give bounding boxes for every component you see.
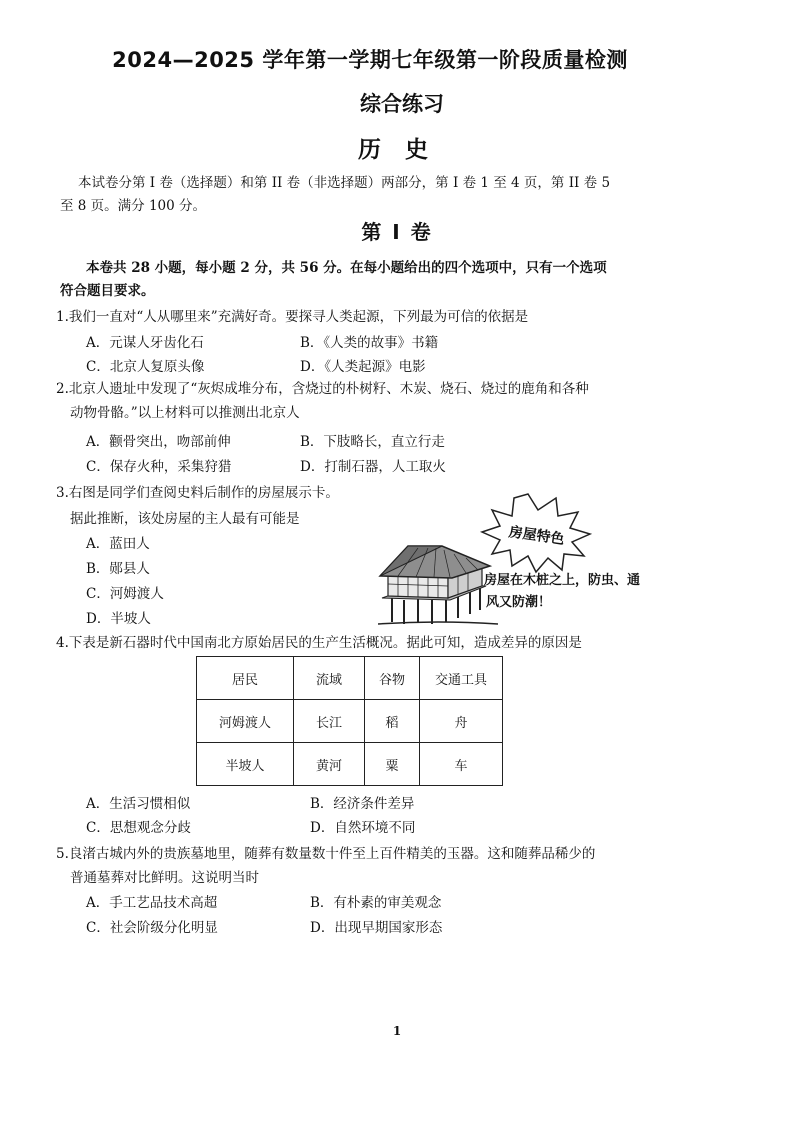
table-header-cell: 流域 bbox=[294, 657, 365, 700]
exam-title: 2024—2025 学年第一学期七年级第一阶段质量检测 bbox=[112, 48, 628, 72]
question-2-option-b[interactable]: B．下肢略长，直立行走 bbox=[300, 434, 445, 450]
question-1-option-a[interactable]: A．元谋人牙齿化石 bbox=[86, 335, 204, 351]
table-cell: 半坡人 bbox=[197, 743, 294, 786]
house-card-caption-line-2: 风又防潮！ bbox=[486, 595, 552, 610]
table-cell: 粟 bbox=[365, 743, 420, 786]
question-5-option-d[interactable]: D．出现早期国家形态 bbox=[310, 920, 443, 936]
question-4-option-a[interactable]: A．生活习惯相似 bbox=[86, 796, 191, 812]
table-cell: 稻 bbox=[365, 700, 420, 743]
question-3-option-d[interactable]: D．半坡人 bbox=[86, 611, 151, 627]
volume-title: 第 I 卷 bbox=[361, 220, 433, 244]
instructions-line-2: 符合题目要求。 bbox=[60, 283, 155, 299]
section-instructions bbox=[60, 257, 760, 303]
question-5-option-b[interactable]: B．有朴素的审美观念 bbox=[310, 895, 442, 911]
question-5-stem-line-1: 5.良渚古城内外的贵族墓地里，随葬有数量数十件至上百件精美的玉器。这和随葬品稀少的 bbox=[56, 846, 596, 862]
question-3-stem-line-1: 3.右图是同学们查阅史料后制作的房屋展示卡。 bbox=[56, 485, 339, 501]
question-1-option-d[interactable]: D．《人类起源》电影 bbox=[300, 359, 426, 375]
table-header-cell: 居民 bbox=[197, 657, 294, 700]
question-1-stem: 1.我们一直对“人从哪里来”充满好奇。要探寻人类起源，下列最为可信的依据是 bbox=[56, 309, 529, 325]
question-1-option-c[interactable]: C．北京人复原头像 bbox=[86, 359, 205, 375]
subject-title: 历 史 bbox=[357, 137, 436, 163]
question-2-option-c[interactable]: C．保存火种，采集狩猎 bbox=[86, 459, 232, 475]
table-header-row bbox=[197, 657, 503, 700]
table-cell: 河姆渡人 bbox=[197, 700, 294, 743]
question-3-stem-line-2: 据此推断，该处房屋的主人最有可能是 bbox=[70, 511, 300, 527]
intro-line-1: 本试卷分第 I 卷（选择题）和第 II 卷（非选择题）两部分，第 I 卷 1 至 4 页，第 II 卷 5 bbox=[78, 175, 611, 191]
house-card-badge: 房屋特色 bbox=[507, 524, 566, 548]
house-icon bbox=[378, 546, 498, 624]
question-4-option-c[interactable]: C．思想观念分歧 bbox=[86, 820, 191, 836]
question-1-option-b[interactable]: B．《人类的故事》书籍 bbox=[300, 335, 439, 351]
question-5-option-a[interactable]: A．手工艺品技术高超 bbox=[86, 895, 218, 911]
question-2-stem-line-2: 动物骨骼。”以上材料可以推测出北京人 bbox=[70, 405, 300, 421]
instructions-line-1: 本卷共 28 小题，每小题 2 分，共 56 分。在每小题给出的四个选项中，只有一个选项 bbox=[86, 260, 607, 276]
question-5-option-c[interactable]: C．社会阶级分化明显 bbox=[86, 920, 218, 936]
exam-subtitle: 综合练习 bbox=[360, 92, 444, 116]
question-3-option-c[interactable]: C．河姆渡人 bbox=[86, 586, 164, 602]
table-row bbox=[197, 743, 503, 786]
exam-intro bbox=[60, 172, 760, 218]
table-cell: 车 bbox=[420, 743, 503, 786]
table-header-cell: 交通工具 bbox=[420, 657, 503, 700]
question-4-option-b[interactable]: B．经济条件差异 bbox=[310, 796, 415, 812]
table-cell: 长江 bbox=[294, 700, 365, 743]
question-2-stem-line-1: 2.北京人遗址中发现了“灰烬成堆分布，含烧过的朴树籽、木炭、烧石、烧过的鹿角和各种 bbox=[56, 381, 589, 397]
table-header-cell: 谷物 bbox=[365, 657, 420, 700]
question-2-option-d[interactable]: D．打制石器，人工取火 bbox=[300, 459, 446, 475]
page-number: 1 bbox=[392, 1024, 402, 1038]
stilt-house-illustration bbox=[378, 488, 668, 628]
intro-line-2: 至 8 页。满分 100 分。 bbox=[60, 198, 207, 214]
table-row bbox=[197, 700, 503, 743]
residents-table bbox=[196, 656, 503, 786]
house-card bbox=[378, 488, 668, 628]
table-cell: 舟 bbox=[420, 700, 503, 743]
question-3-option-a[interactable]: A．蓝田人 bbox=[86, 536, 150, 552]
question-3-option-b[interactable]: B．郧县人 bbox=[86, 561, 150, 577]
question-2-option-a[interactable]: A．颧骨突出，吻部前伸 bbox=[86, 434, 231, 450]
question-5-stem-line-2: 普通墓葬对比鲜明。这说明当时 bbox=[70, 870, 259, 886]
house-card-caption-line-1: 房屋在木桩之上，防虫、通 bbox=[484, 573, 641, 588]
question-4-stem: 4.下表是新石器时代中国南北方原始居民的生产生活概况。据此可知，造成差异的原因是 bbox=[56, 635, 582, 651]
question-4-option-d[interactable]: D．自然环境不同 bbox=[310, 820, 416, 836]
table-cell: 黄河 bbox=[294, 743, 365, 786]
